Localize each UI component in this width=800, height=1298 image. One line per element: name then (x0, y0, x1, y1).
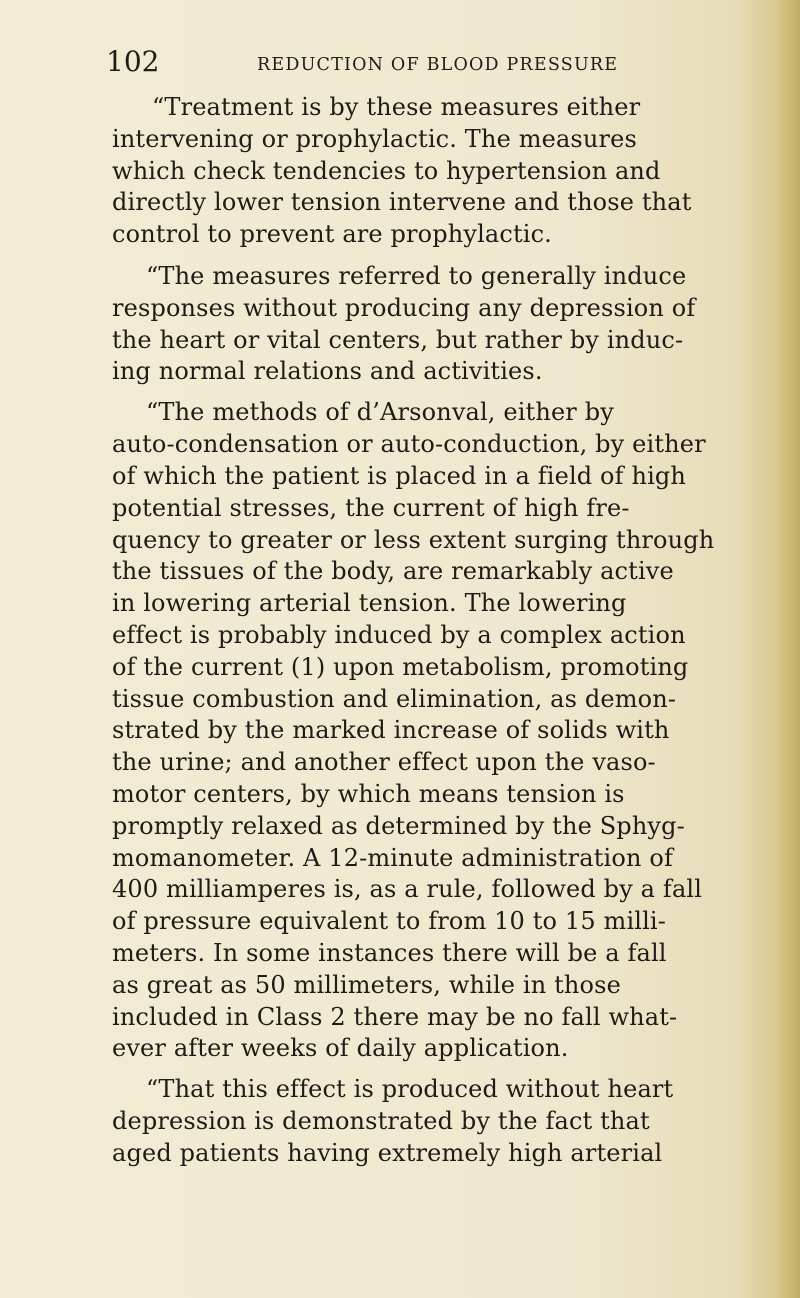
text-line: “The methods of d’Arsonval, either by (146, 398, 614, 426)
text-line: included in Class 2 there may be no fall what- (112, 1003, 678, 1031)
text-line: the urine; and another effect upon the vaso- (112, 748, 656, 776)
text-line: effect is probably induced by a complex action (112, 621, 686, 649)
text-line: motor centers, by which means tension is (112, 780, 625, 808)
text-line: strated by the marked increase of solids with (112, 716, 670, 744)
text-line: the heart or vital centers, but rather by induc- (112, 326, 684, 354)
text-line: responses without producing any depression of (112, 294, 696, 322)
text-line: as great as 50 millimeters, while in those (112, 971, 621, 999)
text-line: meters. In some instances there will be a fall (112, 939, 667, 967)
text-line: directly lower tension intervene and those that (112, 188, 692, 216)
running-head: REDUCTION OF BLOOD PRESSURE (257, 55, 619, 75)
text-line: of the current (1) upon metabolism, promoting (112, 653, 689, 681)
text-line: control to prevent are prophylactic. (112, 220, 552, 248)
text-line: intervening or prophylactic. The measures (112, 125, 637, 153)
page-number: 102 (106, 45, 160, 78)
text-line: tissue combustion and elimination, as demon- (112, 685, 677, 713)
text-line: auto-condensation or auto-conduction, by either (112, 430, 706, 458)
text-line: quency to greater or less extent surging through (112, 526, 715, 554)
text-line: depression is demonstrated by the fact that (112, 1107, 650, 1135)
text-line: in lowering arterial tension. The lowering (112, 589, 627, 617)
text-line: aged patients having extremely high arterial (112, 1139, 663, 1167)
text-line: which check tendencies to hypertension and (112, 157, 661, 185)
text-line: the tissues of the body, are remarkably active (112, 557, 674, 585)
text-line: of which the patient is placed in a field of high (112, 462, 687, 490)
text-line: 400 milliamperes is, as a rule, followed by a fall (112, 875, 703, 903)
text-line: promptly relaxed as determined by the Sphyg- (112, 812, 685, 840)
page-header (106, 44, 766, 80)
text-line: “The measures referred to generally induce (146, 262, 687, 290)
text-line: ever after weeks of daily application. (112, 1034, 569, 1062)
text-line: “That this effect is produced without heart (146, 1075, 674, 1103)
text-line: “Treatment is by these measures either (152, 93, 641, 121)
text-line: ing normal relations and activities. (112, 357, 543, 385)
text-line: potential stresses, the current of high fre- (112, 494, 630, 522)
text-line: momanometer. A 12-minute administration of (112, 844, 673, 872)
page-edge (776, 0, 800, 1298)
text-line: of pressure equivalent to from 10 to 15 milli- (112, 907, 667, 935)
